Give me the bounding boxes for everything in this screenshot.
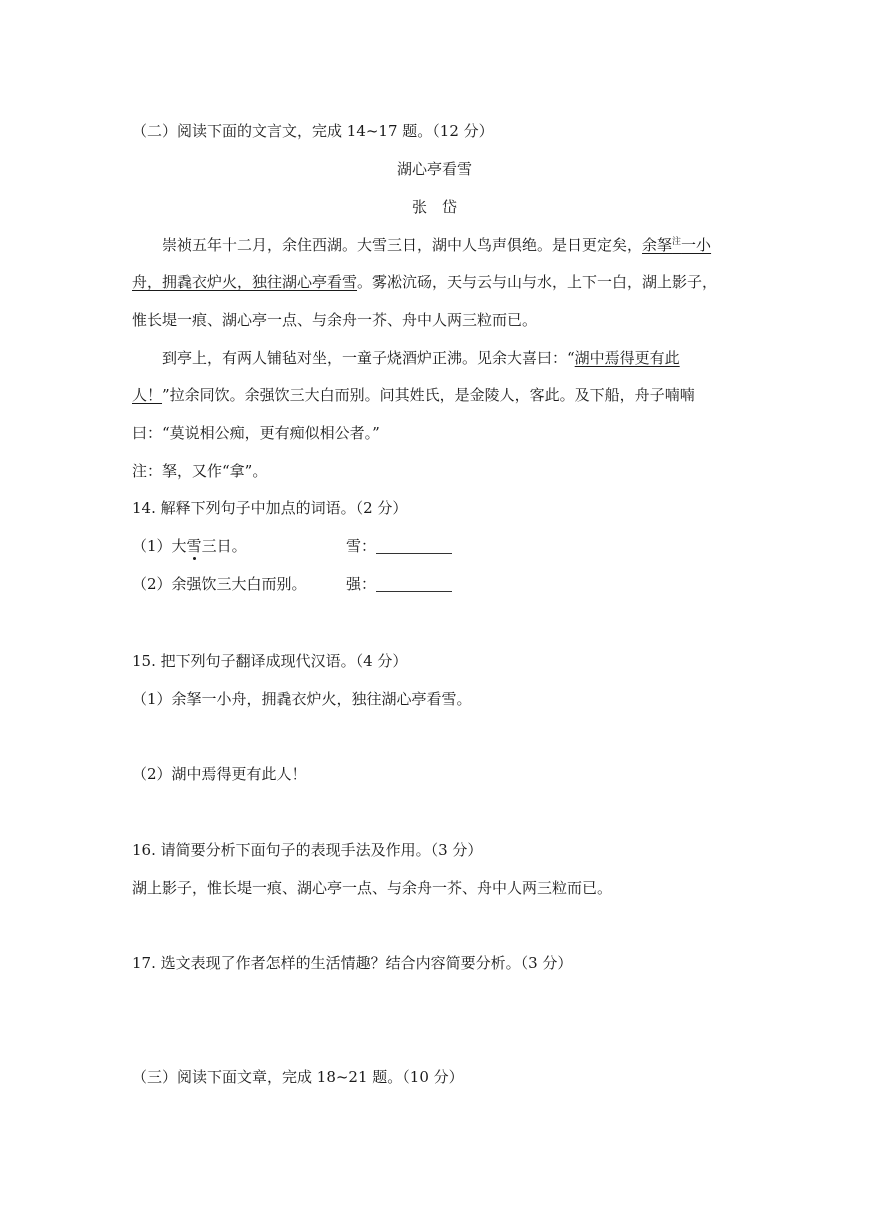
footnote-mark: 注: [672, 237, 682, 247]
question-14-item-2-label: 强：: [346, 575, 377, 593]
question-14-item-1: （1）大雪三日。: [132, 537, 247, 555]
passage-para2-line1: 到亭上，有两人铺毡对坐，一童子烧酒炉正沸。见余大喜曰：“湖中焉得更有此: [162, 349, 680, 367]
underlined-phrase: 舟，拥毳衣炉火，独往湖心亭看雪: [132, 273, 358, 291]
question-15-item-2: （2）湖中焉得更有此人！: [132, 765, 307, 783]
answer-blank[interactable]: [376, 553, 452, 554]
question-16-stem: 16. 请简要分析下面句子的表现手法及作用。（3 分）: [132, 841, 483, 859]
passage-author: 张 岱: [411, 198, 457, 216]
question-15-item-1: （1）余拏一小舟，拥毳衣炉火，独往湖心亭看雪。: [132, 690, 472, 708]
passage-para1-line3: 惟长堤一痕、湖心亭一点、与余舟一芥、舟中人两三粒而已。: [132, 311, 538, 329]
passage-para1-line2: 舟，拥毳衣炉火，独往湖心亭看雪。雾凇沆砀，天与云与山与水，上下一白，湖上影子，: [132, 273, 718, 291]
question-16-sentence: 湖上影子，惟长堤一痕、湖心亭一点、与余舟一芥、舟中人两三粒而已。: [132, 879, 613, 897]
dotted-word: 雪: [186, 537, 202, 555]
question-14-stem: 14. 解释下列句子中加点的词语。（2 分）: [132, 499, 408, 517]
footnote: 注：拏，又作“拿”。: [132, 462, 268, 480]
question-17-stem: 17. 选文表现了作者怎样的生活情趣？结合内容简要分析。（3 分）: [132, 954, 573, 972]
question-14-item-1-label: 雪：: [346, 537, 377, 555]
question-14-item-2: （2）余强饮三大白而别。: [132, 575, 307, 593]
passage-para1-line1: 崇祯五年十二月，余住西湖。大雪三日，湖中人鸟声俱绝。是日更定矣，余拏$^注$一小: [162, 236, 712, 254]
passage-para2-line2: 人！”拉余同饮。余强饮三大白而别。问其姓氏，是金陵人，客此。及下船，舟子喃喃: [132, 386, 695, 404]
underlined-phrase: 人！: [132, 386, 163, 404]
answer-blank[interactable]: [376, 591, 452, 592]
passage-para2-line3: 曰：“莫说相公痴，更有痴似相公者。”: [132, 424, 380, 442]
section-2-header: （二）阅读下面的文言文，完成 14~17 题。（12 分）: [132, 122, 494, 140]
underlined-phrase: 余拏$^注$一小: [642, 236, 712, 254]
underlined-phrase: 湖中焉得更有此: [574, 349, 680, 367]
question-15-stem: 15. 把下列句子翻译成现代汉语。（4 分）: [132, 652, 408, 670]
section-3-header: （三）阅读下面文章，完成 18~21 题。（10 分）: [132, 1068, 464, 1086]
passage-title: 湖心亭看雪: [396, 160, 472, 178]
